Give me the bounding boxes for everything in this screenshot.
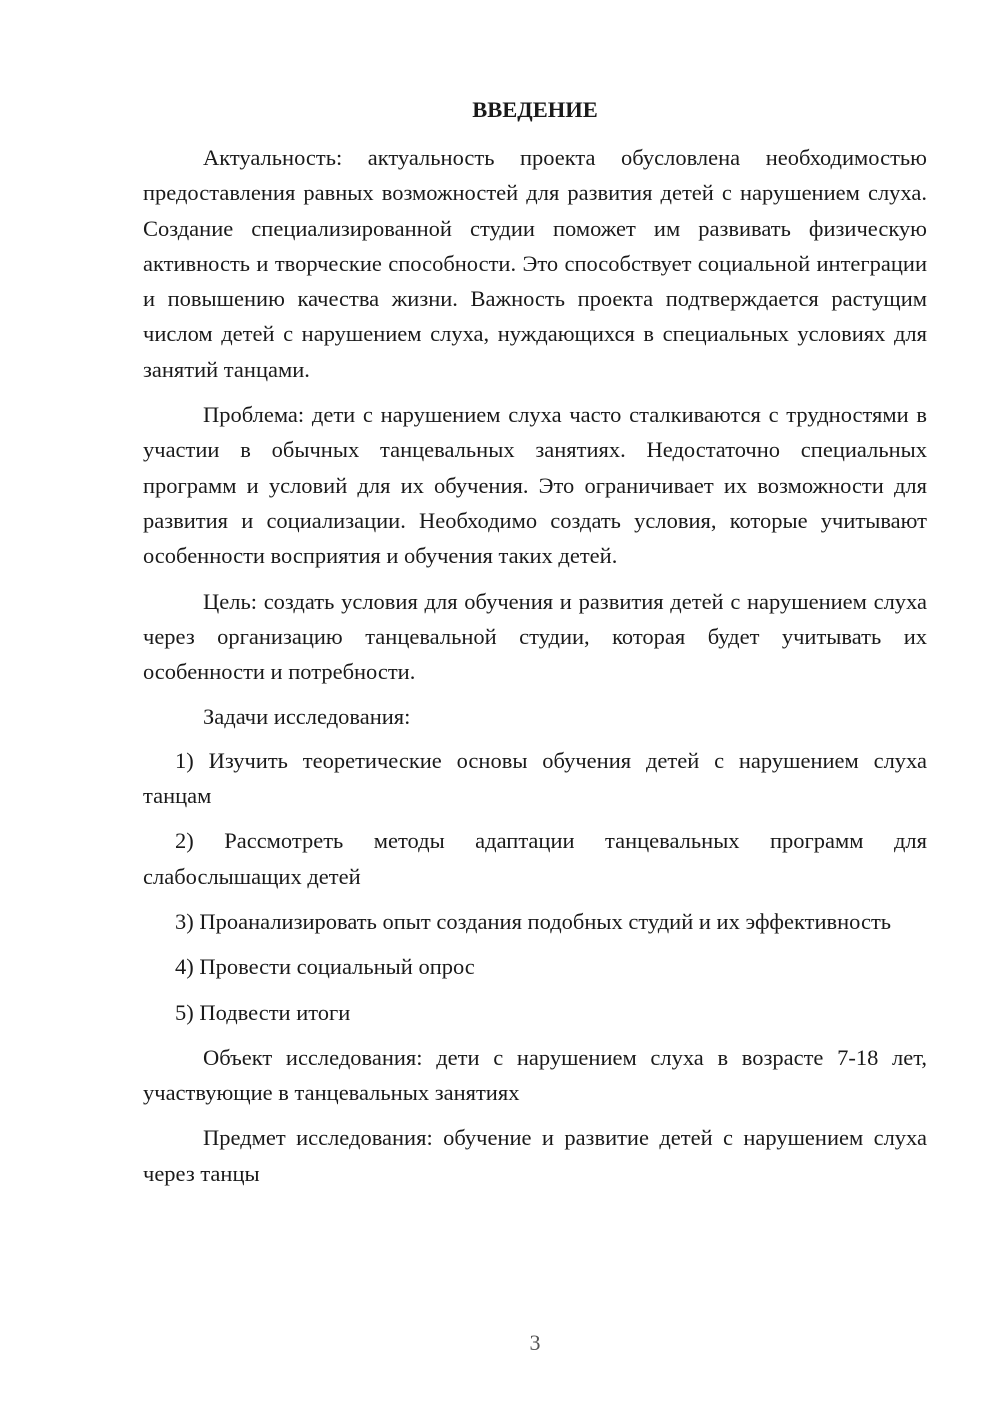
paragraph-object: Объект исследования: дети с нарушением слуха в возрасте 7-18 лет, участвующие в танцевальных занятиях — [143, 1044, 927, 1106]
paragraph-relevance: Актуальность: актуальность проекта обусловлена необходимостью предоставления равных возможностей для развития детей с нарушением слуха. Создание специализированной студии поможет им развивать физическую активность и творческие способности. Это способствует социальной интеграции и повышению качества жизни. Важность проекта подтверждается растущим числом детей с нарушением слуха, нуждающихся в специальных условиях для занятий танцами. — [143, 145, 927, 382]
task-item-1: 1) Изучить теоретические основы обучения детей с нарушением слуха танцам — [143, 747, 927, 809]
task-item-3: 3) Проанализировать опыт создания подобных студий и их эффективность — [175, 908, 892, 934]
task-item-2: 2) Рассмотреть методы адаптации танцевальных программ для слабослышащих детей — [143, 828, 927, 889]
page-number: 3 — [529, 1330, 541, 1355]
tasks-heading: Задачи исследования: — [203, 704, 411, 730]
task-item-5: 5) Подвести итоги — [175, 999, 351, 1025]
section-title: ВВЕДЕНИЕ — [472, 97, 598, 122]
task-item-4: 4) Провести социальный опрос — [175, 954, 475, 980]
document-page — [143, 92, 927, 1201]
paragraph-subject: Предмет исследования: обучение и развитие детей с нарушением слуха через танцы — [143, 1125, 927, 1186]
paragraph-goal: Цель: создать условия для обучения и развития детей с нарушением слуха через организацию танцевальной студии, которая будет учитывать их особенности и потребности. — [143, 588, 927, 685]
paragraph-problem: Проблема: дети с нарушением слуха часто сталкиваются с трудностями в участии в обычных танцевальных занятиях. Недостаточно специальных программ и условий для их обучения. Это ограничивает их возможности для развития и социализации. Необходимо создать условия, которые учитывают особенности восприятия и обучения таких детей. — [143, 402, 927, 569]
